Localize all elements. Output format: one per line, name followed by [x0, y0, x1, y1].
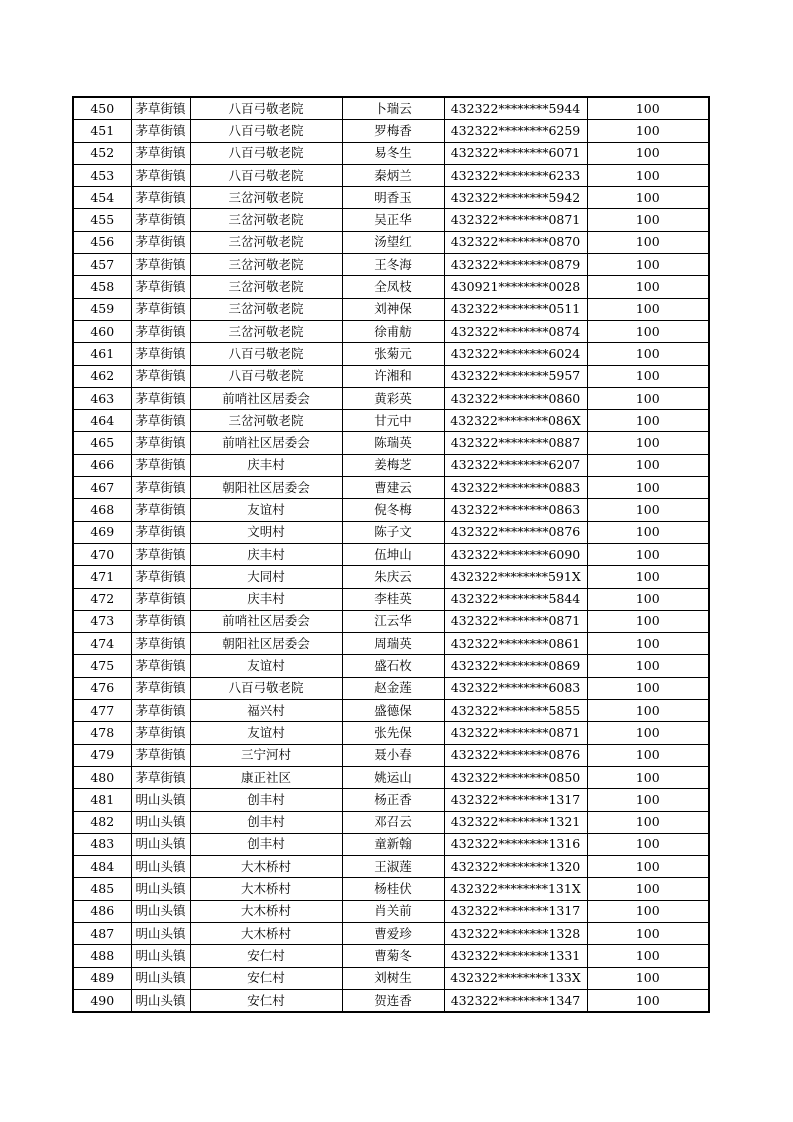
- village-unit-cell: 安仁村: [190, 967, 342, 989]
- name-cell: 陈瑞英: [342, 432, 444, 454]
- table-row: [73, 655, 709, 677]
- town-cell: 茅草街镇: [131, 97, 190, 120]
- id-number-cell: 432322********0863: [444, 499, 587, 521]
- name-cell: 曹爱珍: [342, 922, 444, 944]
- name-cell: 王冬海: [342, 254, 444, 276]
- town-cell: 茅草街镇: [131, 633, 190, 655]
- town-cell: 茅草街镇: [131, 677, 190, 699]
- town-cell: 明山头镇: [131, 945, 190, 967]
- amount-cell: 100: [587, 477, 709, 499]
- id-number-cell: 432322********0869: [444, 655, 587, 677]
- name-cell: 罗梅香: [342, 120, 444, 142]
- village-unit-cell: 庆丰村: [190, 543, 342, 565]
- village-unit-cell: 友谊村: [190, 722, 342, 744]
- village-unit-cell: 文明村: [190, 521, 342, 543]
- amount-cell: 100: [587, 97, 709, 120]
- id-number-cell: 432322********6024: [444, 343, 587, 365]
- town-cell: 茅草街镇: [131, 142, 190, 164]
- amount-cell: 100: [587, 142, 709, 164]
- seq-number-cell: 450: [73, 97, 131, 120]
- name-cell: 赵金莲: [342, 677, 444, 699]
- table-row: [73, 477, 709, 499]
- id-number-cell: 432322********133X: [444, 967, 587, 989]
- town-cell: 茅草街镇: [131, 521, 190, 543]
- id-number-cell: 432322********0871: [444, 610, 587, 632]
- table-row: [73, 187, 709, 209]
- id-number-cell: 432322********5942: [444, 187, 587, 209]
- seq-number-cell: 462: [73, 365, 131, 387]
- seq-number-cell: 457: [73, 254, 131, 276]
- town-cell: 茅草街镇: [131, 566, 190, 588]
- name-cell: 王淑莲: [342, 856, 444, 878]
- name-cell: 杨桂伏: [342, 878, 444, 900]
- seq-number-cell: 470: [73, 543, 131, 565]
- town-cell: 茅草街镇: [131, 387, 190, 409]
- table-row: [73, 521, 709, 543]
- name-cell: 江云华: [342, 610, 444, 632]
- id-number-cell: 432322********5855: [444, 700, 587, 722]
- village-unit-cell: 八百弓敬老院: [190, 164, 342, 186]
- name-cell: 许湘和: [342, 365, 444, 387]
- name-cell: 徐甫舫: [342, 320, 444, 342]
- village-unit-cell: 庆丰村: [190, 588, 342, 610]
- town-cell: 茅草街镇: [131, 254, 190, 276]
- table-row: [73, 922, 709, 944]
- village-unit-cell: 八百弓敬老院: [190, 97, 342, 120]
- seq-number-cell: 490: [73, 989, 131, 1012]
- village-unit-cell: 三岔河敬老院: [190, 209, 342, 231]
- amount-cell: 100: [587, 320, 709, 342]
- village-unit-cell: 朝阳社区居委会: [190, 477, 342, 499]
- id-number-cell: 432322********1328: [444, 922, 587, 944]
- seq-number-cell: 482: [73, 811, 131, 833]
- table-row: [73, 387, 709, 409]
- seq-number-cell: 481: [73, 789, 131, 811]
- id-number-cell: 432322********0874: [444, 320, 587, 342]
- amount-cell: 100: [587, 766, 709, 788]
- amount-cell: 100: [587, 454, 709, 476]
- village-unit-cell: 创丰村: [190, 789, 342, 811]
- table-row: [73, 231, 709, 253]
- table-row: [73, 365, 709, 387]
- id-number-cell: 432322********0870: [444, 231, 587, 253]
- name-cell: 全凤枝: [342, 276, 444, 298]
- seq-number-cell: 468: [73, 499, 131, 521]
- name-cell: 邓召云: [342, 811, 444, 833]
- town-cell: 茅草街镇: [131, 588, 190, 610]
- table-row: [73, 900, 709, 922]
- id-number-cell: 432322********0511: [444, 298, 587, 320]
- amount-cell: 100: [587, 387, 709, 409]
- seq-number-cell: 486: [73, 900, 131, 922]
- town-cell: 明山头镇: [131, 900, 190, 922]
- seq-number-cell: 478: [73, 722, 131, 744]
- village-unit-cell: 大木桥村: [190, 922, 342, 944]
- town-cell: 明山头镇: [131, 789, 190, 811]
- village-unit-cell: 创丰村: [190, 811, 342, 833]
- village-unit-cell: 八百弓敬老院: [190, 120, 342, 142]
- seq-number-cell: 453: [73, 164, 131, 186]
- seq-number-cell: 458: [73, 276, 131, 298]
- name-cell: 盛石枚: [342, 655, 444, 677]
- id-number-cell: 432322********5844: [444, 588, 587, 610]
- amount-cell: 100: [587, 900, 709, 922]
- seq-number-cell: 480: [73, 766, 131, 788]
- amount-cell: 100: [587, 566, 709, 588]
- table-row: [73, 97, 709, 120]
- name-cell: 曹菊冬: [342, 945, 444, 967]
- seq-number-cell: 475: [73, 655, 131, 677]
- seq-number-cell: 484: [73, 856, 131, 878]
- amount-cell: 100: [587, 164, 709, 186]
- name-cell: 张先保: [342, 722, 444, 744]
- amount-cell: 100: [587, 833, 709, 855]
- amount-cell: 100: [587, 521, 709, 543]
- town-cell: 茅草街镇: [131, 410, 190, 432]
- id-number-cell: 432322********0883: [444, 477, 587, 499]
- name-cell: 陈子文: [342, 521, 444, 543]
- seq-number-cell: 472: [73, 588, 131, 610]
- name-cell: 秦炳兰: [342, 164, 444, 186]
- table-row: [73, 499, 709, 521]
- town-cell: 茅草街镇: [131, 343, 190, 365]
- roster-table: [72, 96, 710, 1013]
- seq-number-cell: 487: [73, 922, 131, 944]
- amount-cell: 100: [587, 677, 709, 699]
- village-unit-cell: 八百弓敬老院: [190, 365, 342, 387]
- name-cell: 黄彩英: [342, 387, 444, 409]
- table-row: [73, 789, 709, 811]
- town-cell: 茅草街镇: [131, 365, 190, 387]
- id-number-cell: 430921********0028: [444, 276, 587, 298]
- table-row: [73, 610, 709, 632]
- village-unit-cell: 友谊村: [190, 499, 342, 521]
- table-row: [73, 700, 709, 722]
- amount-cell: 100: [587, 967, 709, 989]
- name-cell: 曹建云: [342, 477, 444, 499]
- table-row: [73, 967, 709, 989]
- town-cell: 茅草街镇: [131, 722, 190, 744]
- name-cell: 童新翰: [342, 833, 444, 855]
- amount-cell: 100: [587, 811, 709, 833]
- village-unit-cell: 朝阳社区居委会: [190, 633, 342, 655]
- village-unit-cell: 三岔河敬老院: [190, 187, 342, 209]
- name-cell: 汤望红: [342, 231, 444, 253]
- village-unit-cell: 安仁村: [190, 945, 342, 967]
- amount-cell: 100: [587, 432, 709, 454]
- table-row: [73, 677, 709, 699]
- town-cell: 茅草街镇: [131, 298, 190, 320]
- amount-cell: 100: [587, 700, 709, 722]
- amount-cell: 100: [587, 410, 709, 432]
- town-cell: 茅草街镇: [131, 120, 190, 142]
- table-row: [73, 164, 709, 186]
- seq-number-cell: 460: [73, 320, 131, 342]
- amount-cell: 100: [587, 231, 709, 253]
- id-number-cell: 432322********6259: [444, 120, 587, 142]
- table-row: [73, 566, 709, 588]
- id-number-cell: 432322********0876: [444, 744, 587, 766]
- seq-number-cell: 467: [73, 477, 131, 499]
- town-cell: 茅草街镇: [131, 320, 190, 342]
- id-number-cell: 432322********1320: [444, 856, 587, 878]
- table-row: [73, 878, 709, 900]
- table-row: [73, 543, 709, 565]
- id-number-cell: 432322********0861: [444, 633, 587, 655]
- amount-cell: 100: [587, 543, 709, 565]
- id-number-cell: 432322********1321: [444, 811, 587, 833]
- town-cell: 茅草街镇: [131, 499, 190, 521]
- village-unit-cell: 前哨社区居委会: [190, 610, 342, 632]
- village-unit-cell: 康正社区: [190, 766, 342, 788]
- name-cell: 盛德保: [342, 700, 444, 722]
- amount-cell: 100: [587, 989, 709, 1012]
- town-cell: 茅草街镇: [131, 700, 190, 722]
- seq-number-cell: 465: [73, 432, 131, 454]
- name-cell: 贺连香: [342, 989, 444, 1012]
- seq-number-cell: 473: [73, 610, 131, 632]
- village-unit-cell: 大木桥村: [190, 900, 342, 922]
- town-cell: 茅草街镇: [131, 454, 190, 476]
- amount-cell: 100: [587, 945, 709, 967]
- town-cell: 茅草街镇: [131, 543, 190, 565]
- seq-number-cell: 483: [73, 833, 131, 855]
- town-cell: 明山头镇: [131, 922, 190, 944]
- table-row: [73, 811, 709, 833]
- village-unit-cell: 八百弓敬老院: [190, 677, 342, 699]
- village-unit-cell: 安仁村: [190, 989, 342, 1012]
- town-cell: 茅草街镇: [131, 164, 190, 186]
- village-unit-cell: 三岔河敬老院: [190, 231, 342, 253]
- seq-number-cell: 476: [73, 677, 131, 699]
- table-row: [73, 254, 709, 276]
- town-cell: 茅草街镇: [131, 276, 190, 298]
- id-number-cell: 432322********0871: [444, 209, 587, 231]
- seq-number-cell: 477: [73, 700, 131, 722]
- table-row: [73, 432, 709, 454]
- name-cell: 姚运山: [342, 766, 444, 788]
- town-cell: 明山头镇: [131, 989, 190, 1012]
- seq-number-cell: 471: [73, 566, 131, 588]
- id-number-cell: 432322********591X: [444, 566, 587, 588]
- town-cell: 茅草街镇: [131, 610, 190, 632]
- id-number-cell: 432322********1331: [444, 945, 587, 967]
- name-cell: 易冬生: [342, 142, 444, 164]
- seq-number-cell: 461: [73, 343, 131, 365]
- table-row: [73, 343, 709, 365]
- town-cell: 茅草街镇: [131, 477, 190, 499]
- seq-number-cell: 469: [73, 521, 131, 543]
- seq-number-cell: 454: [73, 187, 131, 209]
- village-unit-cell: 八百弓敬老院: [190, 343, 342, 365]
- name-cell: 聂小春: [342, 744, 444, 766]
- name-cell: 肖关前: [342, 900, 444, 922]
- id-number-cell: 432322********0871: [444, 722, 587, 744]
- village-unit-cell: 三岔河敬老院: [190, 298, 342, 320]
- amount-cell: 100: [587, 922, 709, 944]
- roster-body: [73, 97, 709, 1012]
- table-row: [73, 633, 709, 655]
- seq-number-cell: 485: [73, 878, 131, 900]
- village-unit-cell: 大木桥村: [190, 878, 342, 900]
- town-cell: 茅草街镇: [131, 209, 190, 231]
- name-cell: 姜梅芝: [342, 454, 444, 476]
- town-cell: 明山头镇: [131, 856, 190, 878]
- amount-cell: 100: [587, 856, 709, 878]
- id-number-cell: 432322********0887: [444, 432, 587, 454]
- village-unit-cell: 前哨社区居委会: [190, 432, 342, 454]
- id-number-cell: 432322********6233: [444, 164, 587, 186]
- id-number-cell: 432322********0879: [444, 254, 587, 276]
- amount-cell: 100: [587, 610, 709, 632]
- seq-number-cell: 474: [73, 633, 131, 655]
- town-cell: 明山头镇: [131, 967, 190, 989]
- town-cell: 茅草街镇: [131, 231, 190, 253]
- seq-number-cell: 489: [73, 967, 131, 989]
- id-number-cell: 432322********131X: [444, 878, 587, 900]
- seq-number-cell: 459: [73, 298, 131, 320]
- town-cell: 茅草街镇: [131, 655, 190, 677]
- table-row: [73, 454, 709, 476]
- table-row: [73, 744, 709, 766]
- name-cell: 吴正华: [342, 209, 444, 231]
- amount-cell: 100: [587, 276, 709, 298]
- seq-number-cell: 455: [73, 209, 131, 231]
- amount-cell: 100: [587, 254, 709, 276]
- name-cell: 李桂英: [342, 588, 444, 610]
- name-cell: 朱庆云: [342, 566, 444, 588]
- table-row: [73, 945, 709, 967]
- id-number-cell: 432322********0850: [444, 766, 587, 788]
- name-cell: 卜瑞云: [342, 97, 444, 120]
- amount-cell: 100: [587, 722, 709, 744]
- id-number-cell: 432322********6071: [444, 142, 587, 164]
- village-unit-cell: 大木桥村: [190, 856, 342, 878]
- amount-cell: 100: [587, 744, 709, 766]
- seq-number-cell: 488: [73, 945, 131, 967]
- name-cell: 张菊元: [342, 343, 444, 365]
- town-cell: 明山头镇: [131, 833, 190, 855]
- village-unit-cell: 庆丰村: [190, 454, 342, 476]
- amount-cell: 100: [587, 120, 709, 142]
- table-row: [73, 856, 709, 878]
- table-row: [73, 766, 709, 788]
- id-number-cell: 432322********0860: [444, 387, 587, 409]
- village-unit-cell: 三岔河敬老院: [190, 410, 342, 432]
- amount-cell: 100: [587, 878, 709, 900]
- table-row: [73, 120, 709, 142]
- table-row: [73, 588, 709, 610]
- village-unit-cell: 友谊村: [190, 655, 342, 677]
- town-cell: 明山头镇: [131, 811, 190, 833]
- village-unit-cell: 大同村: [190, 566, 342, 588]
- table-row: [73, 320, 709, 342]
- name-cell: 杨正香: [342, 789, 444, 811]
- id-number-cell: 432322********0876: [444, 521, 587, 543]
- id-number-cell: 432322********5944: [444, 97, 587, 120]
- amount-cell: 100: [587, 365, 709, 387]
- amount-cell: 100: [587, 343, 709, 365]
- name-cell: 伍坤山: [342, 543, 444, 565]
- village-unit-cell: 八百弓敬老院: [190, 142, 342, 164]
- amount-cell: 100: [587, 655, 709, 677]
- table-row: [73, 276, 709, 298]
- name-cell: 周瑞英: [342, 633, 444, 655]
- seq-number-cell: 479: [73, 744, 131, 766]
- seq-number-cell: 451: [73, 120, 131, 142]
- village-unit-cell: 三宁河村: [190, 744, 342, 766]
- seq-number-cell: 456: [73, 231, 131, 253]
- town-cell: 明山头镇: [131, 878, 190, 900]
- seq-number-cell: 464: [73, 410, 131, 432]
- amount-cell: 100: [587, 789, 709, 811]
- table-row: [73, 410, 709, 432]
- name-cell: 刘神保: [342, 298, 444, 320]
- town-cell: 茅草街镇: [131, 766, 190, 788]
- id-number-cell: 432322********6207: [444, 454, 587, 476]
- amount-cell: 100: [587, 633, 709, 655]
- village-unit-cell: 三岔河敬老院: [190, 254, 342, 276]
- amount-cell: 100: [587, 187, 709, 209]
- name-cell: 倪冬梅: [342, 499, 444, 521]
- table-row: [73, 298, 709, 320]
- table-row: [73, 833, 709, 855]
- amount-cell: 100: [587, 588, 709, 610]
- amount-cell: 100: [587, 499, 709, 521]
- seq-number-cell: 463: [73, 387, 131, 409]
- village-unit-cell: 创丰村: [190, 833, 342, 855]
- id-number-cell: 432322********6090: [444, 543, 587, 565]
- table-row: [73, 209, 709, 231]
- id-number-cell: 432322********1316: [444, 833, 587, 855]
- name-cell: 刘树生: [342, 967, 444, 989]
- table-row: [73, 722, 709, 744]
- town-cell: 茅草街镇: [131, 744, 190, 766]
- id-number-cell: 432322********6083: [444, 677, 587, 699]
- town-cell: 茅草街镇: [131, 187, 190, 209]
- town-cell: 茅草街镇: [131, 432, 190, 454]
- amount-cell: 100: [587, 298, 709, 320]
- name-cell: 明香玉: [342, 187, 444, 209]
- id-number-cell: 432322********1317: [444, 789, 587, 811]
- village-unit-cell: 福兴村: [190, 700, 342, 722]
- village-unit-cell: 三岔河敬老院: [190, 276, 342, 298]
- seq-number-cell: 452: [73, 142, 131, 164]
- table-row: [73, 142, 709, 164]
- village-unit-cell: 三岔河敬老院: [190, 320, 342, 342]
- id-number-cell: 432322********086X: [444, 410, 587, 432]
- id-number-cell: 432322********1317: [444, 900, 587, 922]
- village-unit-cell: 前哨社区居委会: [190, 387, 342, 409]
- table-row: [73, 989, 709, 1012]
- id-number-cell: 432322********5957: [444, 365, 587, 387]
- id-number-cell: 432322********1347: [444, 989, 587, 1012]
- name-cell: 甘元中: [342, 410, 444, 432]
- amount-cell: 100: [587, 209, 709, 231]
- seq-number-cell: 466: [73, 454, 131, 476]
